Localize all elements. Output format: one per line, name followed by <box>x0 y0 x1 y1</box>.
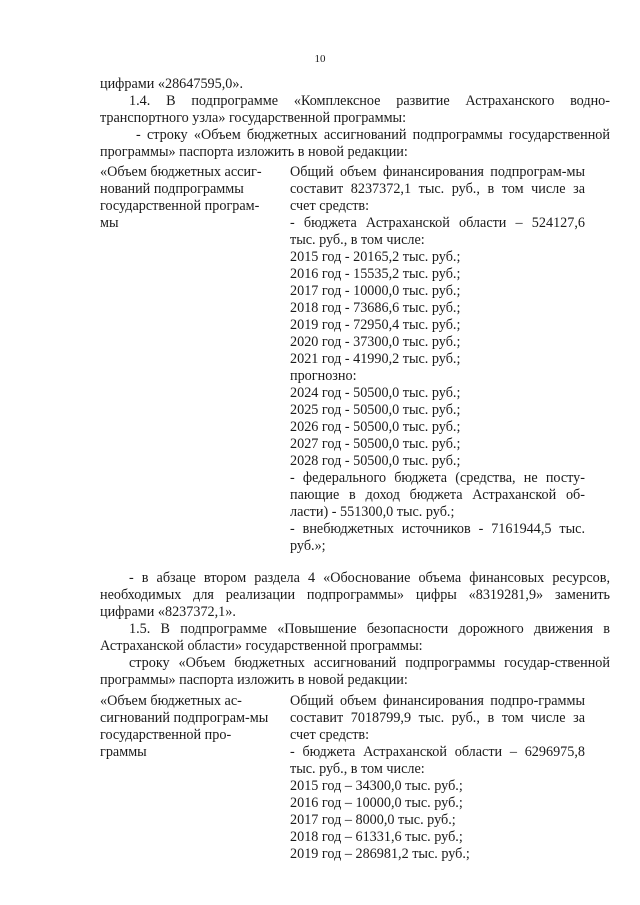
passport-table-1-5 <box>100 693 610 863</box>
table-1-5-left-label: «Объем бюджетных ас-сигнований подпрограм-мы государственной про-граммы <box>100 693 269 760</box>
forecast-year-row: 2025 год - 50500,0 тыс. руб.; <box>290 402 461 418</box>
year-row: 2021 год - 41990,2 тыс. руб.; <box>290 351 461 367</box>
forecast-year-row: 2028 год - 50500,0 тыс. руб.; <box>290 453 461 469</box>
page-number: 10 <box>314 53 326 65</box>
forecast-year-row: 2027 год - 50500,0 тыс. руб.; <box>290 436 461 452</box>
year-row: 2017 год – 8000,0 тыс. руб.; <box>290 812 456 828</box>
year-row: 2015 год – 34300,0 тыс. руб.; <box>290 778 463 794</box>
item-1-5: 1.5. В подпрограмме «Повышение безопасности дорожного движения в Астраханской области» государственной программы: <box>100 621 610 654</box>
year-row: 2020 год - 37300,0 тыс. руб.; <box>290 334 461 350</box>
year-row: 2018 год – 61331,6 тыс. руб.; <box>290 829 463 845</box>
table-1-4-left <box>100 164 275 555</box>
table-1-4-left-label: «Объем бюджетных ассиг-нований подпрограммы государственной програм-мы <box>100 164 262 231</box>
instruction-1-4: - строку «Объем бюджетных ассигнований подпрограммы государственной программы» паспорта изложить в новой редакции: <box>100 127 610 160</box>
year-row: 2018 год - 73686,6 тыс. руб.; <box>290 300 461 316</box>
year-row: 2016 год – 10000,0 тыс. руб.; <box>290 795 463 811</box>
year-row: 2017 год - 10000,0 тыс. руб.; <box>290 283 461 299</box>
year-row: 2019 год - 72950,4 тыс. руб.; <box>290 317 461 333</box>
paragraph-section-4: - в абзаце втором раздела 4 «Обоснование объема финансовых ресурсов, необходимых для реализации подпрограммы» цифры «8319281,9» заменить цифрами «8237372,1». <box>100 570 610 620</box>
table-1-4-federal: - федерального бюджета (средства, не посту-пающие в доход бюджета Астраханской об-ласти) - 551300,0 тыс. руб.; <box>290 470 585 520</box>
instruction-1-5: строку «Объем бюджетных ассигнований подпрограммы государ-ственной программы» паспорта изложить в новой редакции: <box>100 655 610 688</box>
passport-table-1-4 <box>100 164 610 555</box>
year-row: 2019 год – 286981,2 тыс. руб.; <box>290 846 470 862</box>
year-row: 2015 год - 20165,2 тыс. руб.; <box>290 249 461 265</box>
table-1-5-left <box>100 693 275 863</box>
forecast-label: прогнозно: <box>290 368 357 384</box>
document-body <box>100 76 610 863</box>
continuation-line: цифрами «28647595,0». <box>100 76 244 92</box>
table-1-4-extrabudget: - внебюджетных источников - 7161944,5 тыс. руб.»; <box>290 521 585 554</box>
table-1-4-intro: Общий объем финансирования подпрограм-мы составит 8237372,1 тыс. руб., в том числе за счет средств: <box>290 164 585 214</box>
forecast-year-row: 2024 год - 50500,0 тыс. руб.; <box>290 385 461 401</box>
table-1-5-right <box>290 693 585 863</box>
year-row: 2016 год - 15535,2 тыс. руб.; <box>290 266 461 282</box>
table-1-5-regional: - бюджета Астраханской области – 6296975,8 тыс. руб., в том числе: <box>290 744 585 777</box>
table-1-4-regional: - бюджета Астраханской области – 524127,6 тыс. руб., в том числе: <box>290 215 585 248</box>
forecast-year-row: 2026 год - 50500,0 тыс. руб.; <box>290 419 461 435</box>
table-1-4-right <box>290 164 585 555</box>
item-1-4: 1.4. В подпрограмме «Комплексное развитие Астраханского водно-транспортного узла» государственной программы: <box>100 93 610 126</box>
table-1-5-intro: Общий объем финансирования подпро-граммы составит 7018799,9 тыс. руб., в том числе за счет средств: <box>290 693 585 743</box>
